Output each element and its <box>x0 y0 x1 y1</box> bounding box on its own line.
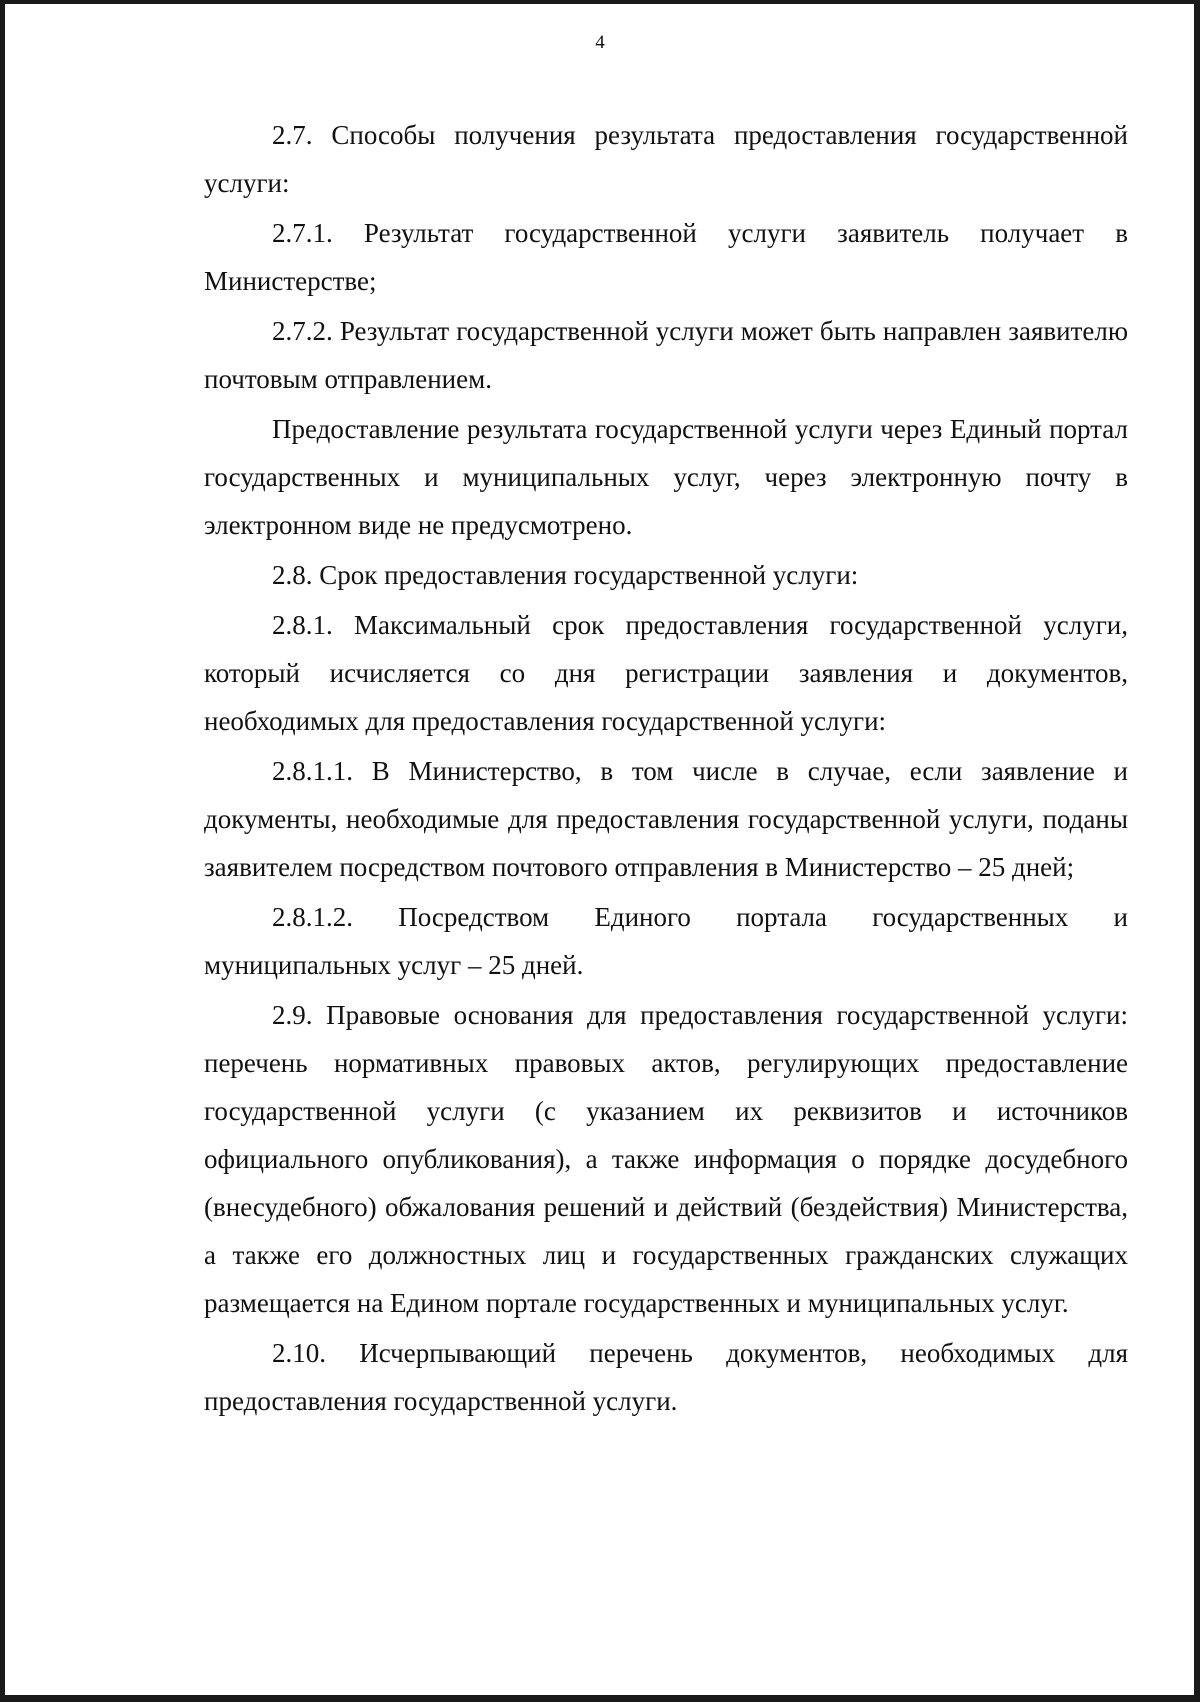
paragraph-2-9: 2.9. Правовые основания для предоставления государственной услуги: перечень нормативных правовых актов, регулирующих предоставление государственной услуги (с указанием их реквизитов и источников официального опубликования), а также информация о порядке досудебного (внесудебного) обжалования решений и действий (бездействия) Министерства, а также его должностных лиц и государственных гражданских служащих размещается на Едином портале государственных и муниципальных услуг. <box>204 1000 1128 1318</box>
scan-border-right <box>1194 0 1200 1702</box>
paragraph-2-8-1: 2.8.1. Максимальный срок предоставления государственной услуги, который исчисляется со дня регистрации заявления и документов, необходимых для предоставления государственной услуги: <box>204 610 1128 736</box>
scan-border-bottom <box>0 1695 1200 1702</box>
paragraph-2-10: 2.10. Исчерпывающий перечень документов, необходимых для предоставления государственной услуги. <box>204 1338 1128 1416</box>
scan-border-left <box>0 0 5 1702</box>
document-body <box>204 111 1128 1425</box>
scan-border-top <box>0 0 1200 4</box>
paragraph-2-8-1-2: 2.8.1.2. Посредством Единого портала государственных и муниципальных услуг – 25 дней. <box>204 902 1128 980</box>
paragraph-result-delivery: Предоставление результата государственной услуги через Единый портал государственных и муниципальных услуг, через электронную почту в электронном виде не предусмотрено. <box>204 414 1128 540</box>
paragraph-2-8-1-1: 2.8.1.1. В Министерство, в том числе в случае, если заявление и документы, необходимые для предоставления государственной услуги, поданы заявителем посредством почтового отправления в Министерство – 25 дней; <box>204 756 1128 882</box>
paragraph-2-8: 2.8. Срок предоставления государственной услуги: <box>272 560 859 590</box>
paragraph-2-7: 2.7. Способы получения результата предоставления государственной услуги: <box>204 120 1128 198</box>
paragraph-2-7-2: 2.7.2. Результат государственной услуги может быть направлен заявителю почтовым отправлением. <box>204 316 1128 394</box>
page-number: 4 <box>595 32 605 53</box>
paragraph-2-7-1: 2.7.1. Результат государственной услуги заявитель получает в Министерстве; <box>204 218 1128 296</box>
